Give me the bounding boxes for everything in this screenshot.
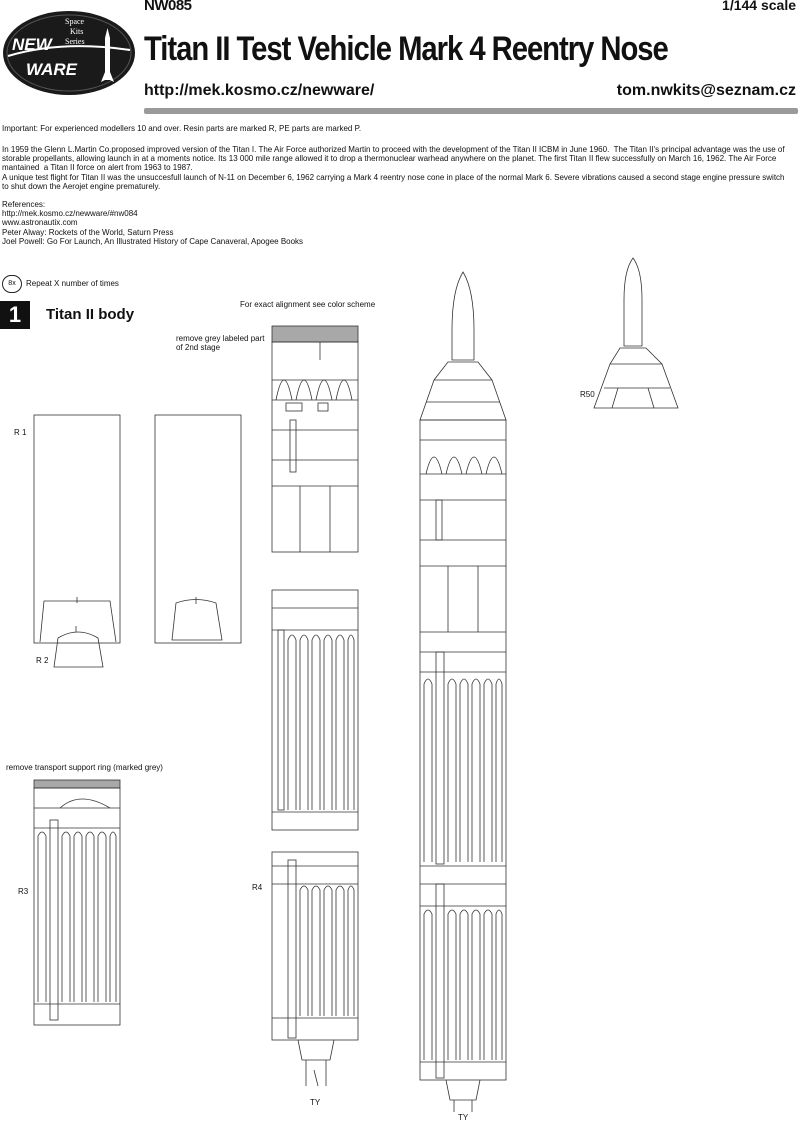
part-r50-nosecone [594,258,678,408]
kit-scale: 1/144 scale [722,0,796,13]
part-r2-dome [54,632,103,667]
part-label-r50: R50 [580,390,595,399]
repeat-badge: 8x [2,275,22,293]
svg-text:Space: Space [65,17,85,26]
part-label-r2: R 2 [36,656,49,665]
references-list: References: http://mek.kosmo.cz/newware/#nw084 www.astronautix.com Peter Alway: Rockets of the World, Saturn Press Joel Powell: Go For Launch, An Illustrated History of Cape Canaveral, Apogee Books [2,200,304,246]
part-r1-sheet-right [155,415,241,643]
repeat-legend-text: Repeat X number of times [26,279,119,288]
part-r1-sheet-left [34,415,120,643]
part-label-r1: R 1 [14,428,27,437]
kit-code: NW085 [144,0,192,14]
part-r4-stage [272,852,358,1086]
part-first-stage-upper [272,590,358,830]
part-r3-stage [34,780,120,1025]
history-text: In 1959 the Glenn L.Martin Co.proposed improved version of the Titan I. The Air Force authorized Martin to proceed with the development of the Titan II ICBM in June 1960. The Titan II's principal advantage was the use of storable propellants, allowing launch in at a moments notice. Its 13 000 mile range allowed it to drop a thermonuclear warhead anywhere on the planet. The first Titan II flew successfully on March 16, 1962. The Air Force mantained a Titan II force on alert from 1963 to 1987. A unique test flight for Titan II was the unsuccesfull launch of N-11 on December 6, 1962 carrying a Mark 4 reentry nose cone in place of the normal Mark 6. Severe vibrations caused a second stage engine pressure switch to shut down the Aerojet engine prematurely. [2,145,785,191]
part-label-ty-full: TY [458,1113,469,1122]
step-number: 1 [0,301,30,329]
part-second-stage [272,326,358,552]
step-title: Titan II body [46,306,135,323]
svg-text:NEW: NEW [12,35,52,54]
website-link[interactable]: http://mek.kosmo.cz/newware/ [144,82,375,99]
grey-part-note: remove grey labeled part of 2nd stage [176,334,265,352]
transport-ring-note: remove transport support ring (marked grey) [6,763,163,772]
svg-text:WARE: WARE [26,60,77,79]
svg-text:Series: Series [65,37,85,46]
part-label-r4: R4 [252,883,263,892]
part-label-ty-small: TY [310,1098,321,1107]
page-title: Titan II Test Vehicle Mark 4 Reentry Nose [144,30,668,68]
titan-ii-assembled [420,272,506,1112]
part-label-r3: R3 [18,887,29,896]
contact-email[interactable]: tom.nwkits@seznam.cz [616,82,796,99]
svg-text:Kits: Kits [70,27,84,36]
alignment-note: For exact alignment see color scheme [240,300,376,309]
important-note: Important: For experienced modellers 10 and over. Resin parts are marked R, PE parts are marked P. [2,124,362,133]
